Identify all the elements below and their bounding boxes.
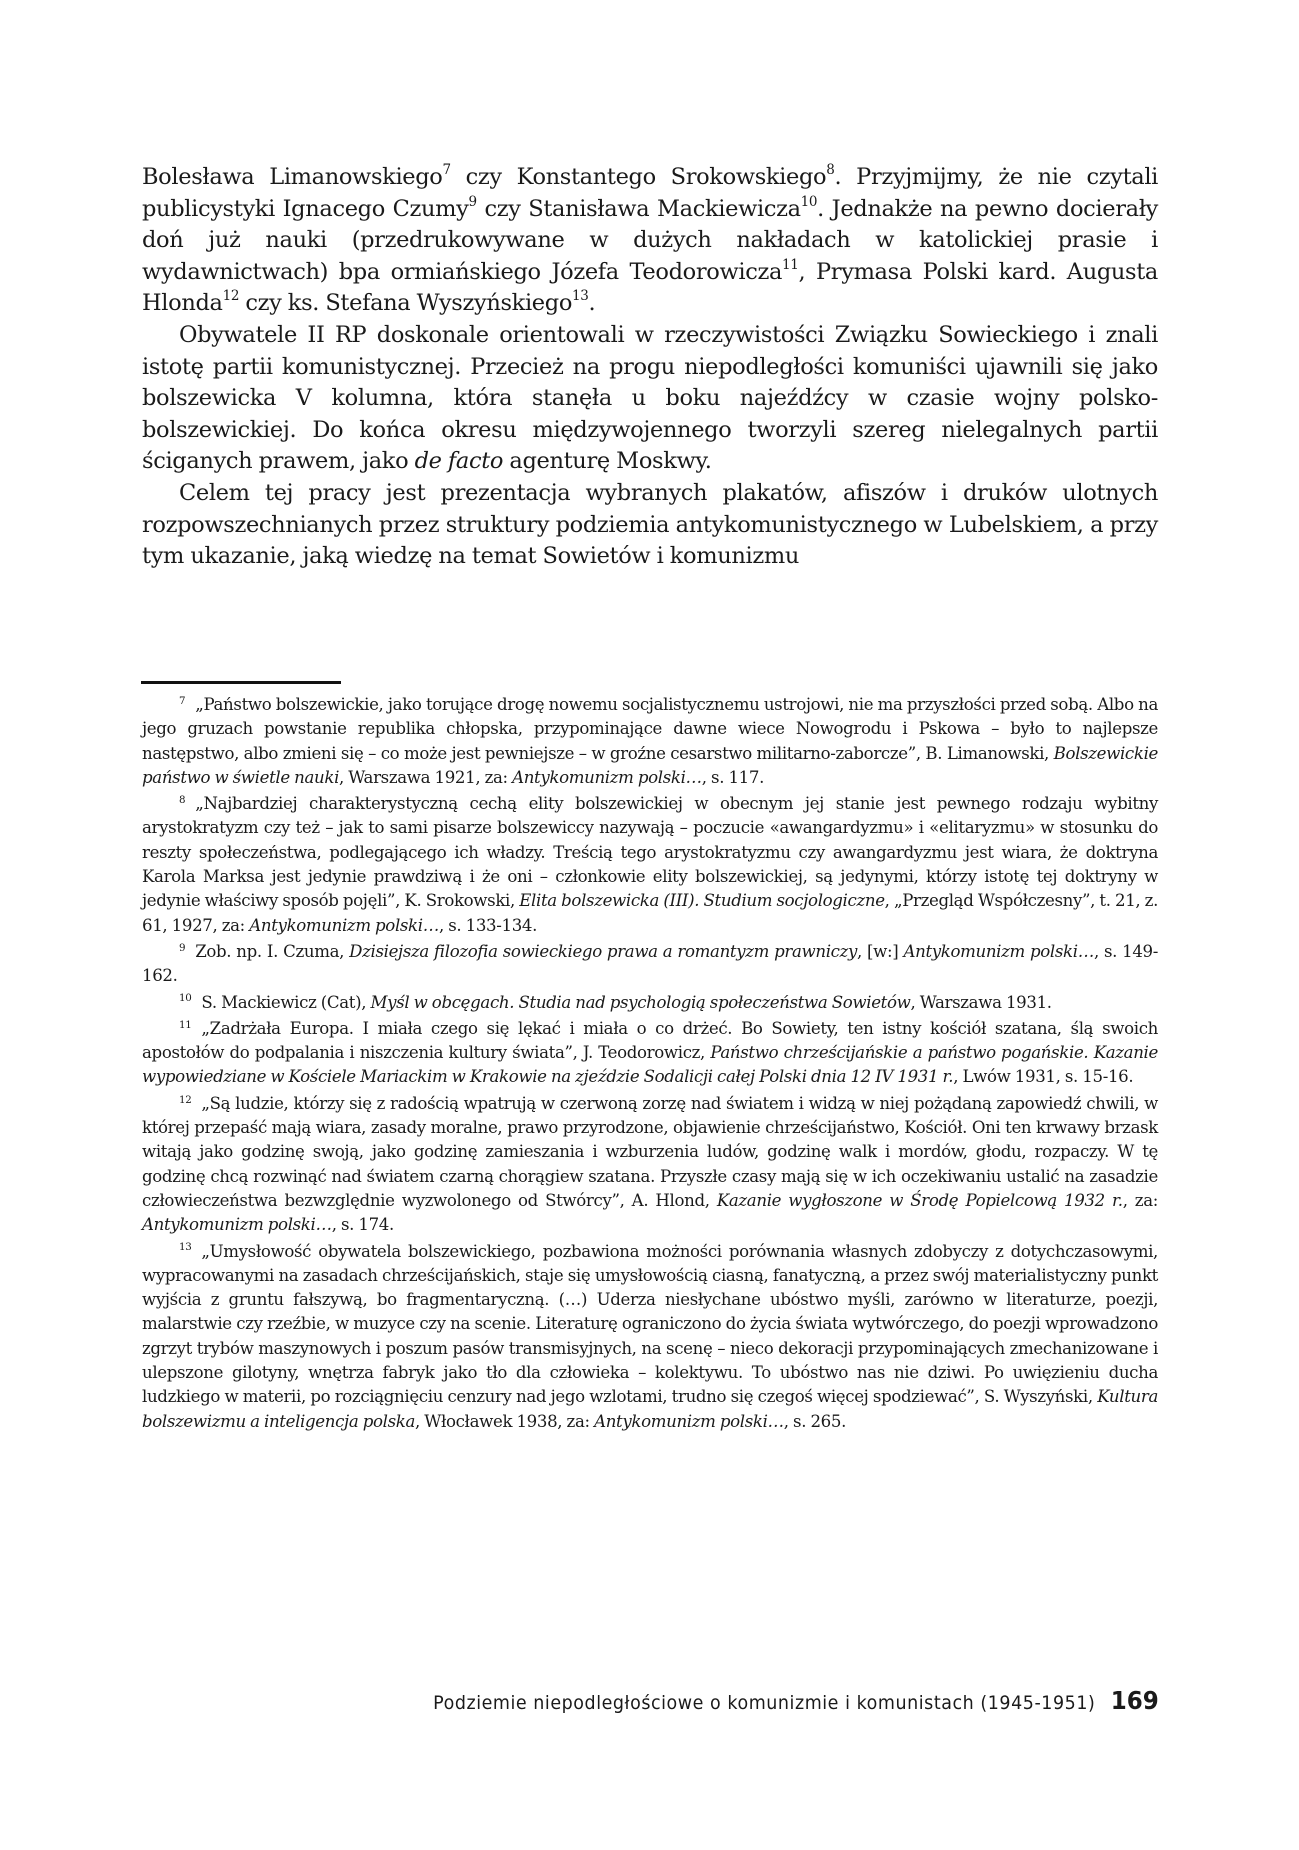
text-run: agenturę Moskwy. (503, 448, 712, 475)
text-run: „Są ludzie, którzy się z radością wpatrują w czerwoną zorzę nad światem i widzą w niej pożądaną zapowiedź chwili, w której przepaść mają wiara, zasady moralne, prawo przyrodzone, objawienie chrześcijaństwo, Kościół. Oni ten krwawy brzask witają jako godzinę swoją, jako godzinę zamieszania i wzburzenia ludów, godzinę walk i mordów, głodu, rozpaczy. W tę godzinę chcą rozwinąć nad światem czarną chorągiew szatana. Przyszłe czasy mają się w ich oczekiwaniu ustalić na zasadzie człowieczeństwa bezwzględnie wyzwolonego od Stwórcy”, A. Hlond, (142, 1093, 1158, 1210)
text-run: , [w:] (857, 941, 904, 961)
text-run: , Warszawa 1931. (910, 992, 1052, 1012)
italic-text: Antykomunizm polski… (903, 941, 1094, 961)
italic-text: Antykomunizm polski… (142, 1215, 332, 1235)
text-run: „Państwo bolszewickie, jako torujące drogę nowemu socjalistycznemu ustrojowi, nie ma przyszłości przed sobą. Albo na jego gruzach powstanie republika chłopska, przypominające dawne wiece Nowogrodu i Pskowa – było to najlepsze następstwo, albo zmieni się – co może jest pewniejsze – w groźne cesarstwo militarno-zaborcze”, B. Limanowski, (142, 695, 1158, 763)
paragraph (142, 478, 1158, 573)
text-run: , s. 265. (783, 1411, 846, 1431)
text-run: . (588, 290, 596, 317)
text-run: , Lwów 1931, s. 15-16. (953, 1067, 1134, 1087)
footnotes (142, 693, 1158, 1436)
text-run: , Prymasa Polski kard. Augusta Hlonda (142, 258, 1158, 317)
footnote-number: 12 (179, 1093, 192, 1106)
footnote-number: 9 (179, 941, 186, 954)
footnote-reference[interactable]: 10 (800, 193, 818, 210)
italic-text: Antykomunizm polski… (594, 1411, 784, 1431)
footnote-reference[interactable]: 8 (826, 161, 835, 178)
page-number: 169 (1110, 1686, 1159, 1715)
italic-text: Kultura bolszewizmu a inteligencja polska (142, 1387, 1158, 1431)
footnote (142, 1240, 1158, 1434)
footnote-number: 11 (179, 1018, 192, 1031)
text-run: , s. 133-134. (438, 915, 538, 935)
text-run: , za: (1122, 1190, 1158, 1210)
footnote-reference[interactable]: 9 (468, 193, 477, 210)
footnote (142, 991, 1158, 1015)
footnote (142, 940, 1158, 989)
italic-text: Elita bolszewicka (III). Studium socjologiczne (519, 891, 885, 911)
text-run: Obywatele II RP doskonale orientowali w rzeczywistości Związku Sowieckiego i znali istotę partii komunistycznej. Przecież na progu niepodległości komuniści ujawnili się jako bolszewicka V kolumna, która stanęła u boku najeźdźcy w czasie wojny polsko-bolszewickiej. Do końca okresu międzywojennego tworzyli szereg nielegalnych partii ściganych prawem, jako (142, 321, 1158, 475)
text-run: , Włocławek 1938, za: (414, 1411, 595, 1431)
footnote (142, 1092, 1158, 1238)
italic-text: Dzisiejsza filozofia sowieckiego prawa a romantyzm prawniczy (349, 941, 858, 961)
text-run: S. Mackiewicz (Cat), (201, 992, 371, 1012)
text-run: , Warszawa 1921, za: (339, 767, 513, 787)
text-run: . Przyjmijmy, że nie czytali publicystyki Ignacego Czumy (142, 164, 1159, 222)
italic-text: Państwo chrześcijańskie a państwo pogańskie. Kazanie wypowiedziane w Kościele Mariackim w Krakowie na zjeździe Sodalicji całej Polski dnia 12 IV 1931 r. (142, 1043, 1158, 1087)
footnote-number: 13 (179, 1241, 192, 1254)
page-footer (433, 1686, 1159, 1715)
text-run: czy Stanisława Mackiewicza (476, 195, 801, 222)
text-run: . Jednakże na pewno docierały doń już nauki (przedrukowywane w dużych nakładach w katolickiej prasie i wydawnictwach) bpa ormiańskiego Józefa Teodorowicza (142, 195, 1159, 285)
footnote-reference[interactable]: 12 (222, 288, 240, 305)
paragraph (142, 320, 1158, 478)
text-run: , s. 174. (331, 1215, 394, 1235)
italic-text: de facto (414, 448, 504, 475)
footnote-number: 10 (179, 992, 192, 1005)
text-run: czy ks. Stefana Wyszyńskiego (239, 290, 573, 317)
text-run: , „Przegląd Współczesny”, t. 21, z. 61, 1927, za: (142, 891, 1158, 935)
text-run: , s. 149-162. (142, 941, 1159, 986)
footnote-number: 8 (179, 794, 186, 807)
italic-text: Kazanie wygłoszone w Środę Popielcową 1932 r. (716, 1190, 1123, 1210)
footnote-reference[interactable]: 13 (572, 288, 589, 305)
footnote (142, 792, 1158, 938)
footnote-reference[interactable]: 7 (442, 161, 451, 178)
text-run: „Zadrżała Europa. I miała czego się lękać i miała o co drżeć. Bo Sowiety, ten istny kościół szatana, ślą swoich apostołów do podpalania i niszczenia kultury świata”, J. Teodorowicz, (142, 1018, 1158, 1063)
italic-text: Antykomunizm polski… (512, 767, 702, 787)
text-run: „Umysłowość obywatela bolszewickiego, pozbawiona możności porównania własnych zdobyczy z dotychczasowymi, wypracowanymi na zasadach chrześcijańskich, staje się umysłowością ciasną, fanatyczną, a przez swój materialistyczny punkt wyjścia z gruntu fałszywą, bo fragmentaryczną. (…) Uderza niesłychane ubóstwo myśli, zarówno w literaturze, poezji, malarstwie czy rzeźbie, w muzyce czy na scenie. Literaturę ograniczono do życia świata wytwórczego, do poezji wprowadzono zgrzyt trybów maszynowych i poszum pasów transmisyjnych, na scenę – nieco dekoracji przypominających zmechanizowane i ulepszone gilotyny, wnętrza fabryk jako tło dla człowieka – kolektywu. To ubóstwo nas nie dziwi. Po uwięzieniu ducha ludzkiego w materii, po rozciągnięciu cenzury nad jego wzlotami, trudno się czegoś więcej spodziewać”, S. Wyszyński, (142, 1241, 1158, 1407)
text-run: Celem tej pracy jest prezentacja wybranych plakatów, afiszów i druków ulotnych rozpowszechnianych przez struktury podziemia antykomunistycznego w Lubelskiem, a przy tym ukazanie, jaką wiedzę na temat Sowietów i komunizmu (142, 479, 1158, 570)
running-title: Podziemie niepodległościowe o komunizmie i komunistach (1945-1951) (433, 1692, 1096, 1714)
text-run: czy Konstantego Srokowskiego (450, 164, 827, 190)
text-run: Zob. np. I. Czuma, (195, 941, 350, 961)
footnote (142, 1017, 1158, 1090)
text-run: , s. 117. (701, 767, 765, 787)
footnote-separator (141, 681, 341, 684)
body-text (142, 162, 1158, 573)
footnote-number: 7 (179, 694, 186, 707)
paragraph (142, 162, 1158, 320)
text-run: „Najbardziej charakterystyczną cechą elity bolszewickiej w obecnym jej stanie jest pewnego rodzaju wybitny arystokratyzm czy też – jak to sami pisarze bolszewiccy nazywają – poczucie «awangardyzmu» i «elitaryzmu» w stosunku do reszty społeczeństwa, podlegającego ich władzy. Treścią tego arystokratyzmu czy awangardyzmu jest wiara, że doktryna Karola Marksa jest jedynie prawdziwą i że oni – członkowie elity bolszewickiej, są jedynymi, którzy istotę tej doktryny w jedynie właściwy sposób pojęli”, K. Srokowski, (142, 794, 1158, 911)
italic-text: Myśl w obcęgach. Studia nad psychologią społeczeństwa Sowietów (370, 992, 911, 1012)
italic-text: Antykomunizm polski… (249, 915, 439, 935)
text-run: Bolesława Limanowskiego (142, 164, 443, 190)
footnote (142, 693, 1158, 790)
footnote-reference[interactable]: 11 (782, 256, 799, 273)
italic-text: Bolszewickie państwo w świetle nauki (142, 743, 1158, 787)
